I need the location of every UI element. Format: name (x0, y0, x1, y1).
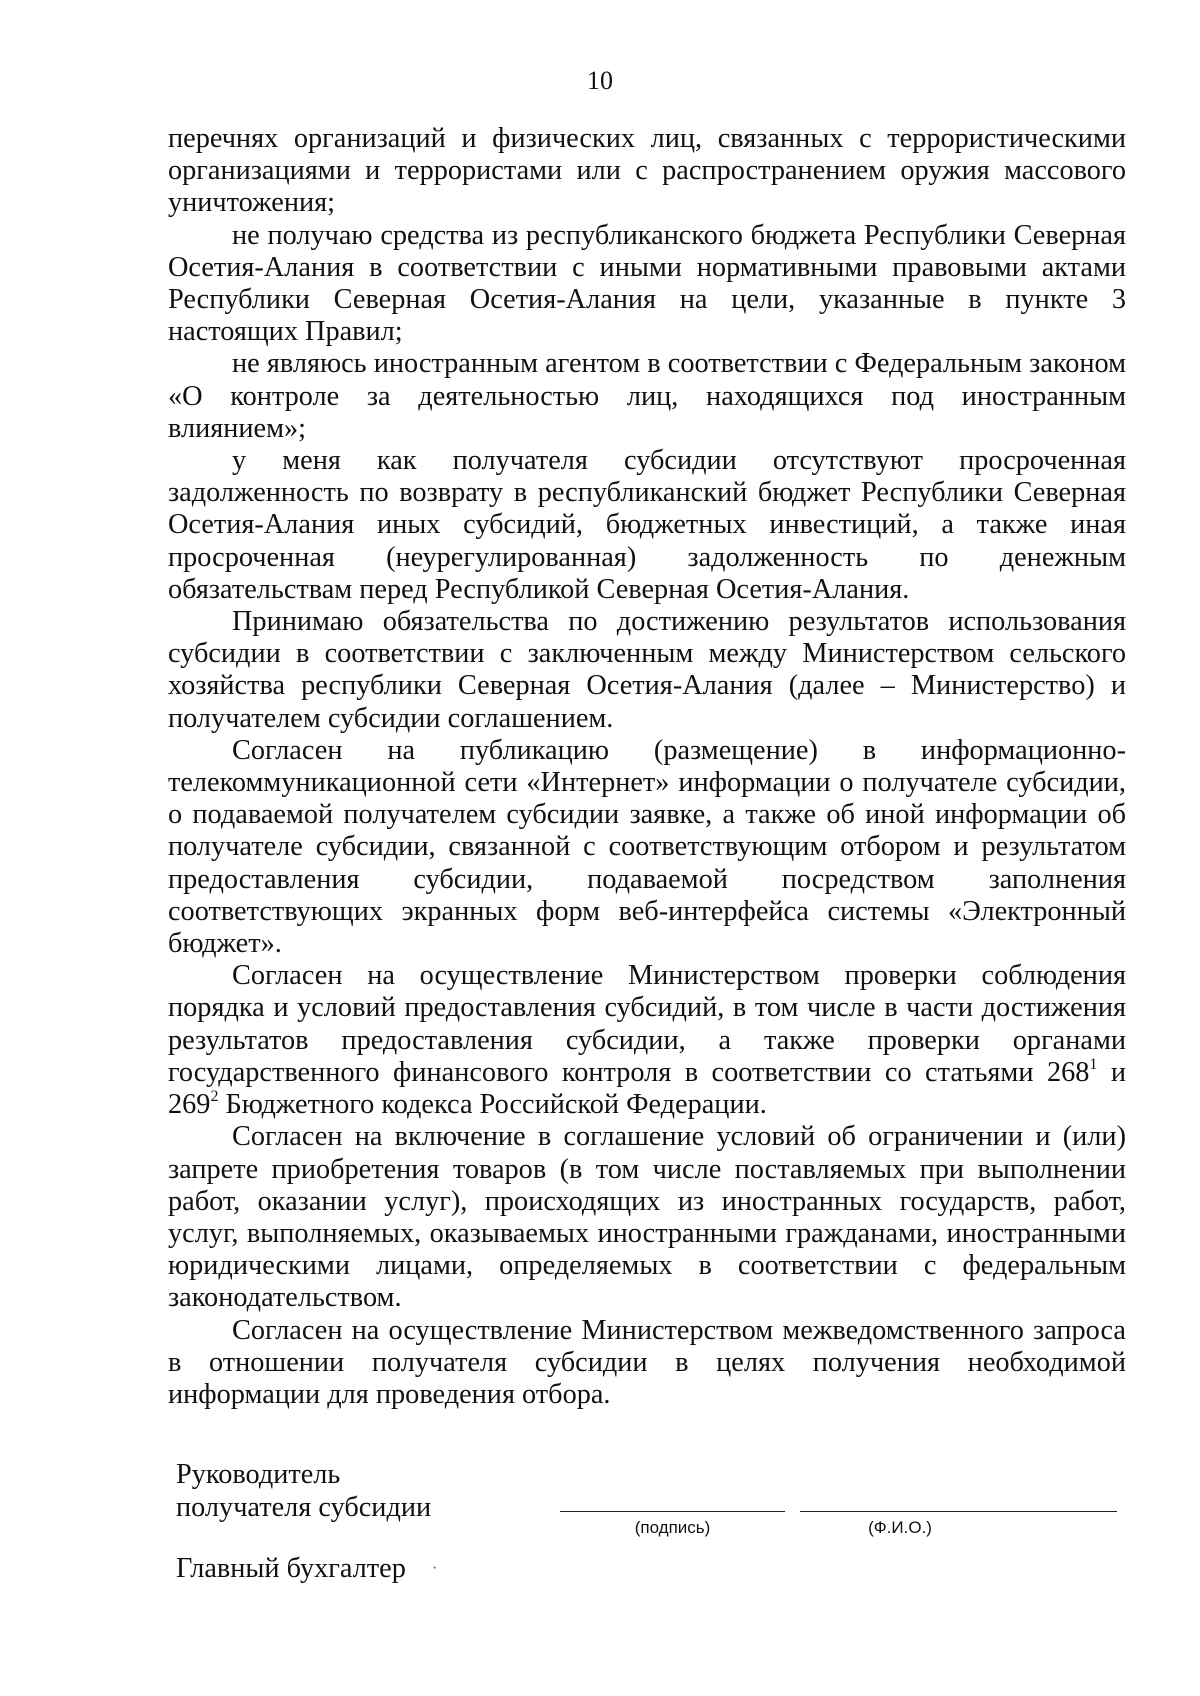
signature-caption: (подпись) (634, 1518, 711, 1537)
document-body (168, 123, 1126, 1411)
stray-mark: · (432, 1560, 438, 1577)
head-signature-label (176, 1458, 431, 1524)
chief-accountant-label: Главный бухгалтер (176, 1553, 406, 1584)
superscript-1: 1 (1089, 1055, 1098, 1073)
paragraph-no-overdue-debt: у меня как получателя субсидии отсутствуют просроченная задолженность по возврату в республиканский бюджет Республики Северная Осетия-Алания иных субсидий, бюджетных инвестиций, а также иная просроченная (неурегулированная) задолженность по денежным обязательствам перед Республикой Северная Осетия-Алания. (168, 445, 1126, 605)
paragraph-not-foreign-agent: не являюсь иностранным агентом в соответствии с Федеральным законом «О контроле за деятельностью лиц, находящихся под иностранным влиянием»; (168, 348, 1126, 444)
paragraph-obligations: Принимаю обязательства по достижению результатов использования субсидии в соответствии с заключенным между Министерством сельского хозяйства республики Северная Осетия-Алания (далее – Министерство) и получателем субсидии соглашением. (168, 606, 1126, 734)
paragraph-control-consent (168, 960, 1126, 1121)
paragraph-interagency-request: Согласен на осуществление Министерством межведомственного запроса в отношении получателя субсидии в целях получения необходимой информации для проведения отбора. (168, 1314, 1126, 1410)
head-title-line1: Руководитель (176, 1459, 341, 1490)
signature-line (560, 1511, 785, 1512)
name-line (800, 1511, 1117, 1512)
paragraph-publication-consent: Согласен на публикацию (размещение) в информационно-телекоммуникационной сети «Интернет» информации о получателе субсидии, о подаваемой получателем субсидии заявке, а также об иной информации об получателе субсидии, связанной с соответствующим отбором и результатом предоставления субсидии, подаваемой посредством заполнения соответствующих экранных форм веб-интерфейса системы «Электронный бюджет». (168, 734, 1126, 960)
control-text-part1: Согласен на осуществление Министерством проверки соблюдения порядка и условий предоставления субсидий, в том числе в части достижения результатов предоставления субсидии, а также проверки органами государственного финансового контроля в соответствии со статьями 268 (168, 960, 1126, 1088)
page-number: 10 (587, 66, 613, 95)
paragraph-terror-lists: перечнях организаций и физических лиц, связанных с террористическими организациями и террористами или с распространением оружия массового уничтожения; (168, 123, 1126, 219)
paragraph-import-restrictions: Согласен на включение в соглашение условий об ограничении и (или) запрете приобретения товаров (в том числе поставляемых при выполнении работ, оказании услуг), происходящих из иностранных государств, работ, услуг, выполняемых, оказываемых иностранными гражданами, иностранными юридическими лицами, определяемых в соответствии с федеральным законодательством. (168, 1121, 1126, 1314)
name-caption: (Ф.И.О.) (868, 1518, 932, 1537)
head-title-line2: получателя субсидии (176, 1492, 432, 1523)
control-text-part3: Бюджетного кодекса Российской Федерации. (218, 1089, 767, 1121)
control-text-part2: и 269 (168, 1056, 1126, 1121)
paragraph-no-budget-funds: не получаю средства из республиканского бюджета Республики Северная Осетия-Алания в соответствии с иными нормативными правовыми актами Республики Северная Осетия-Алания на цели, указанные в пункте 3 настоящих Правил; (168, 219, 1126, 348)
superscript-2: 2 (210, 1088, 219, 1106)
